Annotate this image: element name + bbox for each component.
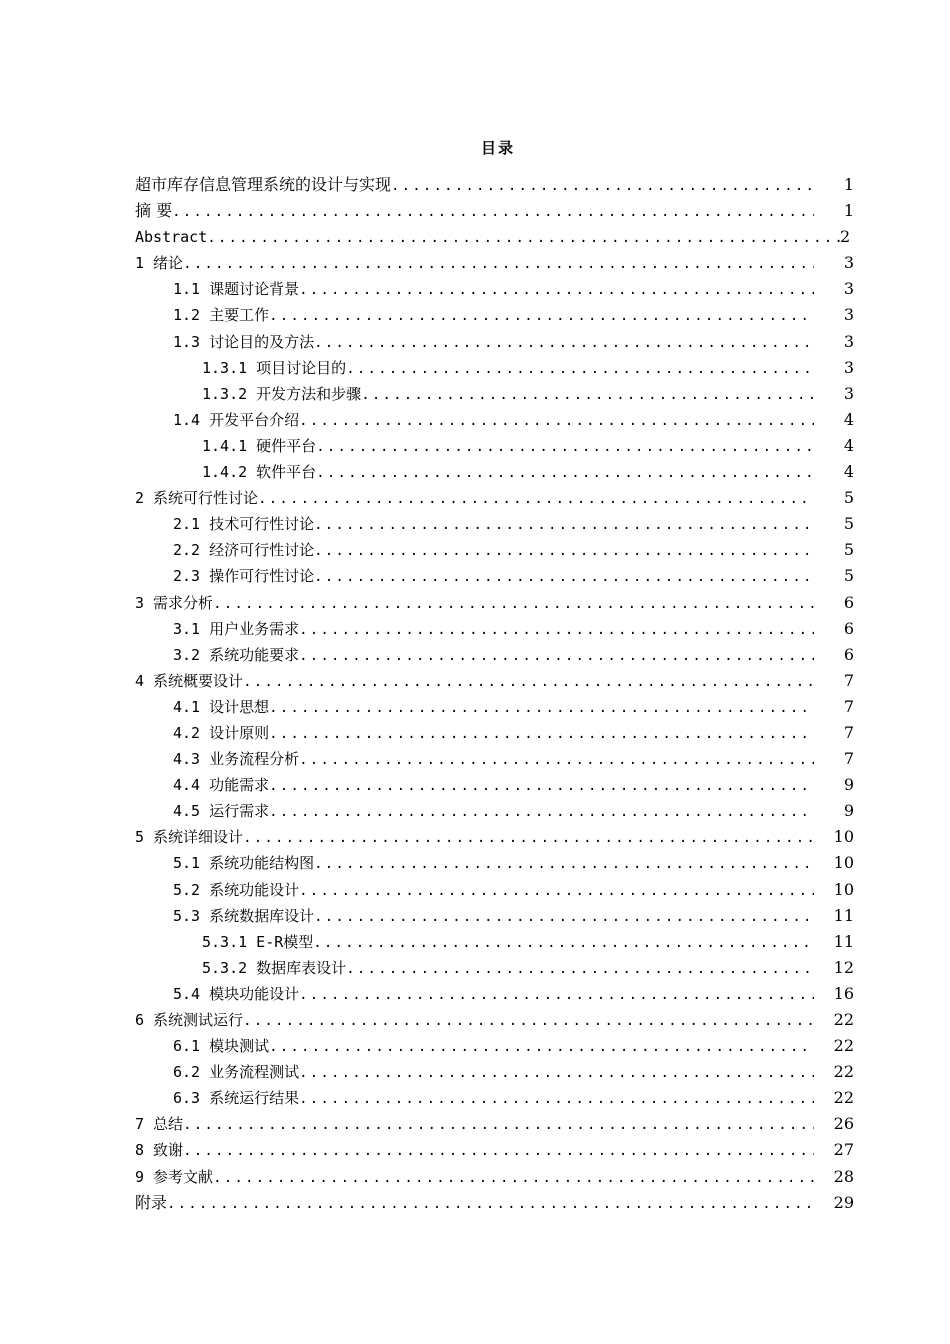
toc-leader-dots <box>313 930 814 955</box>
toc-entry[interactable] <box>135 302 862 328</box>
toc-entry-label: 5 系统详细设计 <box>135 828 244 847</box>
toc-leader-dots <box>243 1008 814 1033</box>
toc-entry[interactable] <box>135 981 862 1007</box>
toc-entry[interactable] <box>135 772 862 798</box>
toc-entry-page-number: 16 <box>833 983 854 1003</box>
toc-entry-page-number: 11 <box>833 905 854 925</box>
toc-entry[interactable] <box>135 1007 862 1033</box>
toc-entry-page-number: 22 <box>833 1088 854 1108</box>
toc-leader-dots <box>183 1138 814 1163</box>
toc-leader-dots <box>299 878 814 903</box>
toc-entry-page-number: 29 <box>833 1192 854 1212</box>
toc-entry[interactable] <box>135 1190 862 1216</box>
toc-entry-label: 1.4.1 硬件平台 <box>202 436 317 455</box>
toc-entry[interactable] <box>135 850 862 876</box>
toc-leader-dots <box>299 277 814 302</box>
toc-leader-dots <box>314 512 814 537</box>
toc-entry-page-number: 5 <box>843 488 854 508</box>
toc-entry-page-number: 9 <box>843 801 854 821</box>
toc-leader-dots <box>167 1191 814 1216</box>
toc-leader-dots <box>299 617 814 642</box>
toc-leader-dots <box>299 747 814 772</box>
toc-entry-label: 1.4.2 软件平台 <box>202 463 317 482</box>
toc-entry-page-number: 3 <box>843 253 854 273</box>
toc-leader-dots <box>314 330 814 355</box>
toc-leader-dots <box>299 982 814 1007</box>
toc-leader-dots <box>269 1034 814 1059</box>
toc-entry-label: 8 致谢 <box>135 1141 184 1160</box>
toc-entry[interactable] <box>135 563 862 589</box>
toc-leader-dots <box>346 956 814 981</box>
toc-entry[interactable] <box>135 1059 862 1085</box>
toc-entry-page-number: 3 <box>843 357 854 377</box>
toc-entry-label: 1.3.2 开发方法和步骤 <box>202 384 362 403</box>
toc-entry-label: 2.3 操作可行性讨论 <box>173 567 315 586</box>
toc-entry[interactable] <box>135 590 862 616</box>
toc-entry-label: 1.3.1 项目讨论目的 <box>202 358 347 377</box>
toc-entry[interactable] <box>135 1033 862 1059</box>
toc-entry-page-number: 27 <box>833 1140 854 1160</box>
toc-entry-page-number: 12 <box>833 957 854 977</box>
toc-entry[interactable] <box>135 955 862 981</box>
toc-entry-page-number: 6 <box>843 592 854 612</box>
toc-entry-page-number: 3 <box>843 383 854 403</box>
toc-entry-label: 摘 要 <box>135 201 173 221</box>
toc-leader-dots <box>213 591 814 616</box>
toc-entry-page-number: 2 <box>840 227 851 247</box>
toc-leader-dots <box>243 825 814 850</box>
toc-entry-label: 5.3.1 E-R模型 <box>202 932 314 951</box>
toc-leader-dots <box>299 643 814 668</box>
toc-entry-label: 6.1 模块测试 <box>173 1037 270 1056</box>
toc-entry-label: 6.3 系统运行结果 <box>173 1089 300 1108</box>
toc-leader-dots <box>299 1086 814 1111</box>
toc-entry-page-number: 3 <box>843 305 854 325</box>
toc-entry-page-number: 7 <box>843 670 854 690</box>
toc-entry[interactable] <box>135 668 862 694</box>
toc-entry-label: 5.2 系统功能设计 <box>173 880 300 899</box>
toc-entry[interactable] <box>135 250 862 276</box>
toc-entry-label: 1.3 讨论目的及方法 <box>173 332 315 351</box>
toc-entry-label: 1 绪论 <box>135 254 184 273</box>
toc-leader-dots <box>316 434 814 459</box>
toc-entry-page-number: 4 <box>843 409 854 429</box>
toc-entry-page-number: 22 <box>833 1010 854 1029</box>
toc-entry[interactable] <box>135 511 862 537</box>
toc-entry-label: 9 参考文献 <box>135 1167 214 1186</box>
toc-entry-page-number: 6 <box>843 644 854 664</box>
toc-title: 目录 <box>480 139 515 157</box>
toc-leader-dots <box>314 851 814 876</box>
toc-leader-dots <box>269 773 814 798</box>
toc-entry-label: 6.2 业务流程测试 <box>173 1063 300 1082</box>
toc-entry-label: 5.3.2 数据库表设计 <box>202 958 347 977</box>
toc-entry[interactable] <box>135 1137 862 1163</box>
toc-entry-label: 4.5 运行需求 <box>173 802 270 821</box>
toc-entry[interactable] <box>135 276 862 302</box>
toc-entry-page-number: 28 <box>833 1166 854 1186</box>
toc-entry-page-number: 7 <box>843 749 854 769</box>
toc-entry[interactable] <box>135 798 862 824</box>
toc-entry-label: 3.2 系统功能要求 <box>173 645 300 664</box>
toc-entry-page-number: 10 <box>833 827 854 847</box>
toc-entry-label: 3 需求分析 <box>135 593 214 612</box>
toc-leader-dots <box>314 904 814 929</box>
toc-entry[interactable] <box>135 198 862 224</box>
toc-entry-page-number: 1 <box>843 201 854 221</box>
toc-leader-dots <box>269 695 814 720</box>
toc-leader-dots <box>346 356 814 381</box>
toc-entry-label: 4.1 设计思想 <box>173 697 270 716</box>
toc-entry-label: 5.1 系统功能结构图 <box>173 854 315 873</box>
toc-entry-page-number: 9 <box>843 775 854 795</box>
toc-entry-label: 3.1 用户业务需求 <box>173 619 300 638</box>
toc-entry-page-number: 3 <box>843 331 854 351</box>
toc-leader-dots <box>269 303 814 328</box>
toc-entry[interactable] <box>135 537 862 563</box>
toc-leader-dots <box>243 669 814 694</box>
toc-entry-page-number: 10 <box>833 879 854 899</box>
toc-entry-page-number: 7 <box>843 722 854 742</box>
toc-entry-label: 超市库存信息管理系统的设计与实现 <box>135 175 392 194</box>
toc-entry[interactable] <box>135 824 862 850</box>
toc-leader-dots <box>314 538 814 563</box>
toc-leader-dots <box>183 1112 814 1137</box>
toc-entry-label: 1.2 主要工作 <box>173 306 270 325</box>
toc-leader-dots <box>258 486 814 511</box>
toc-entry[interactable] <box>135 746 862 772</box>
toc-entry-label: 附录 <box>135 1192 168 1212</box>
toc-entry-label: 4.2 设计原则 <box>173 723 270 742</box>
toc-entry[interactable] <box>135 459 862 485</box>
toc-entry[interactable] <box>135 433 862 459</box>
toc-entry-label: 2.2 经济可行性讨论 <box>173 541 315 560</box>
toc-entry[interactable] <box>135 172 862 198</box>
toc-entry-label: 2 系统可行性讨论 <box>135 489 259 508</box>
toc-entry[interactable] <box>135 381 862 407</box>
toc-entry-label: 4.4 功能需求 <box>173 776 270 795</box>
toc-entry-page-number: 22 <box>833 1062 854 1082</box>
toc-entry[interactable] <box>135 329 862 355</box>
toc-entry[interactable] <box>135 1164 862 1190</box>
toc-leader-dots <box>269 799 814 824</box>
toc-entry[interactable] <box>135 1111 862 1137</box>
toc-list <box>135 172 862 1216</box>
toc-leader-dots <box>172 199 814 224</box>
toc-entry-label: 5.3 系统数据库设计 <box>173 906 315 925</box>
toc-entry-label: 1.1 课题讨论背景 <box>173 280 300 299</box>
toc-entry[interactable] <box>135 224 862 250</box>
toc-entry[interactable] <box>135 407 862 433</box>
toc-entry-page-number: 7 <box>843 696 854 716</box>
toc-entry[interactable] <box>135 720 862 746</box>
toc-entry-page-number: 3 <box>843 279 854 299</box>
toc-entry[interactable] <box>135 642 862 668</box>
toc-entry-page-number: 5 <box>843 540 854 560</box>
toc-leader-dots <box>207 225 840 250</box>
toc-entry-page-number: 4 <box>843 435 854 455</box>
toc-leader-dots <box>314 564 814 589</box>
toc-entry-label: Abstract <box>135 228 208 247</box>
toc-leader-dots <box>183 251 814 276</box>
toc-entry-page-number: 5 <box>843 566 854 586</box>
toc-entry-label: 5.4 模块功能设计 <box>173 984 300 1003</box>
toc-entry[interactable] <box>135 903 862 929</box>
toc-leader-dots <box>361 382 814 407</box>
toc-entry-label: 4 系统概要设计 <box>135 671 244 690</box>
toc-entry[interactable] <box>135 485 862 511</box>
toc-leader-dots <box>316 460 814 485</box>
toc-entry-page-number: 26 <box>833 1114 854 1134</box>
toc-leader-dots <box>299 408 814 433</box>
toc-entry-page-number: 1 <box>843 175 854 194</box>
toc-entry-label: 7 总结 <box>135 1115 184 1134</box>
toc-entry[interactable] <box>135 616 862 642</box>
toc-entry[interactable] <box>135 1085 862 1111</box>
toc-entry[interactable] <box>135 929 862 955</box>
toc-entry[interactable] <box>135 355 862 381</box>
toc-leader-dots <box>299 1060 814 1085</box>
toc-leader-dots <box>391 173 814 198</box>
toc-leader-dots <box>213 1165 814 1190</box>
toc-entry-page-number: 6 <box>843 618 854 638</box>
toc-entry-page-number: 5 <box>843 514 854 534</box>
toc-entry-label: 1.4 开发平台介绍 <box>173 410 300 429</box>
toc-entry-label: 4.3 业务流程分析 <box>173 750 300 769</box>
toc-entry-page-number: 11 <box>833 931 854 951</box>
toc-leader-dots <box>269 721 814 746</box>
toc-entry-label: 2.1 技术可行性讨论 <box>173 515 315 534</box>
toc-entry-page-number: 22 <box>833 1036 854 1056</box>
toc-entry[interactable] <box>135 877 862 903</box>
toc-entry[interactable] <box>135 694 862 720</box>
toc-entry-page-number: 10 <box>833 853 854 873</box>
toc-entry-page-number: 4 <box>843 462 854 482</box>
toc-entry-label: 6 系统测试运行 <box>135 1011 244 1029</box>
